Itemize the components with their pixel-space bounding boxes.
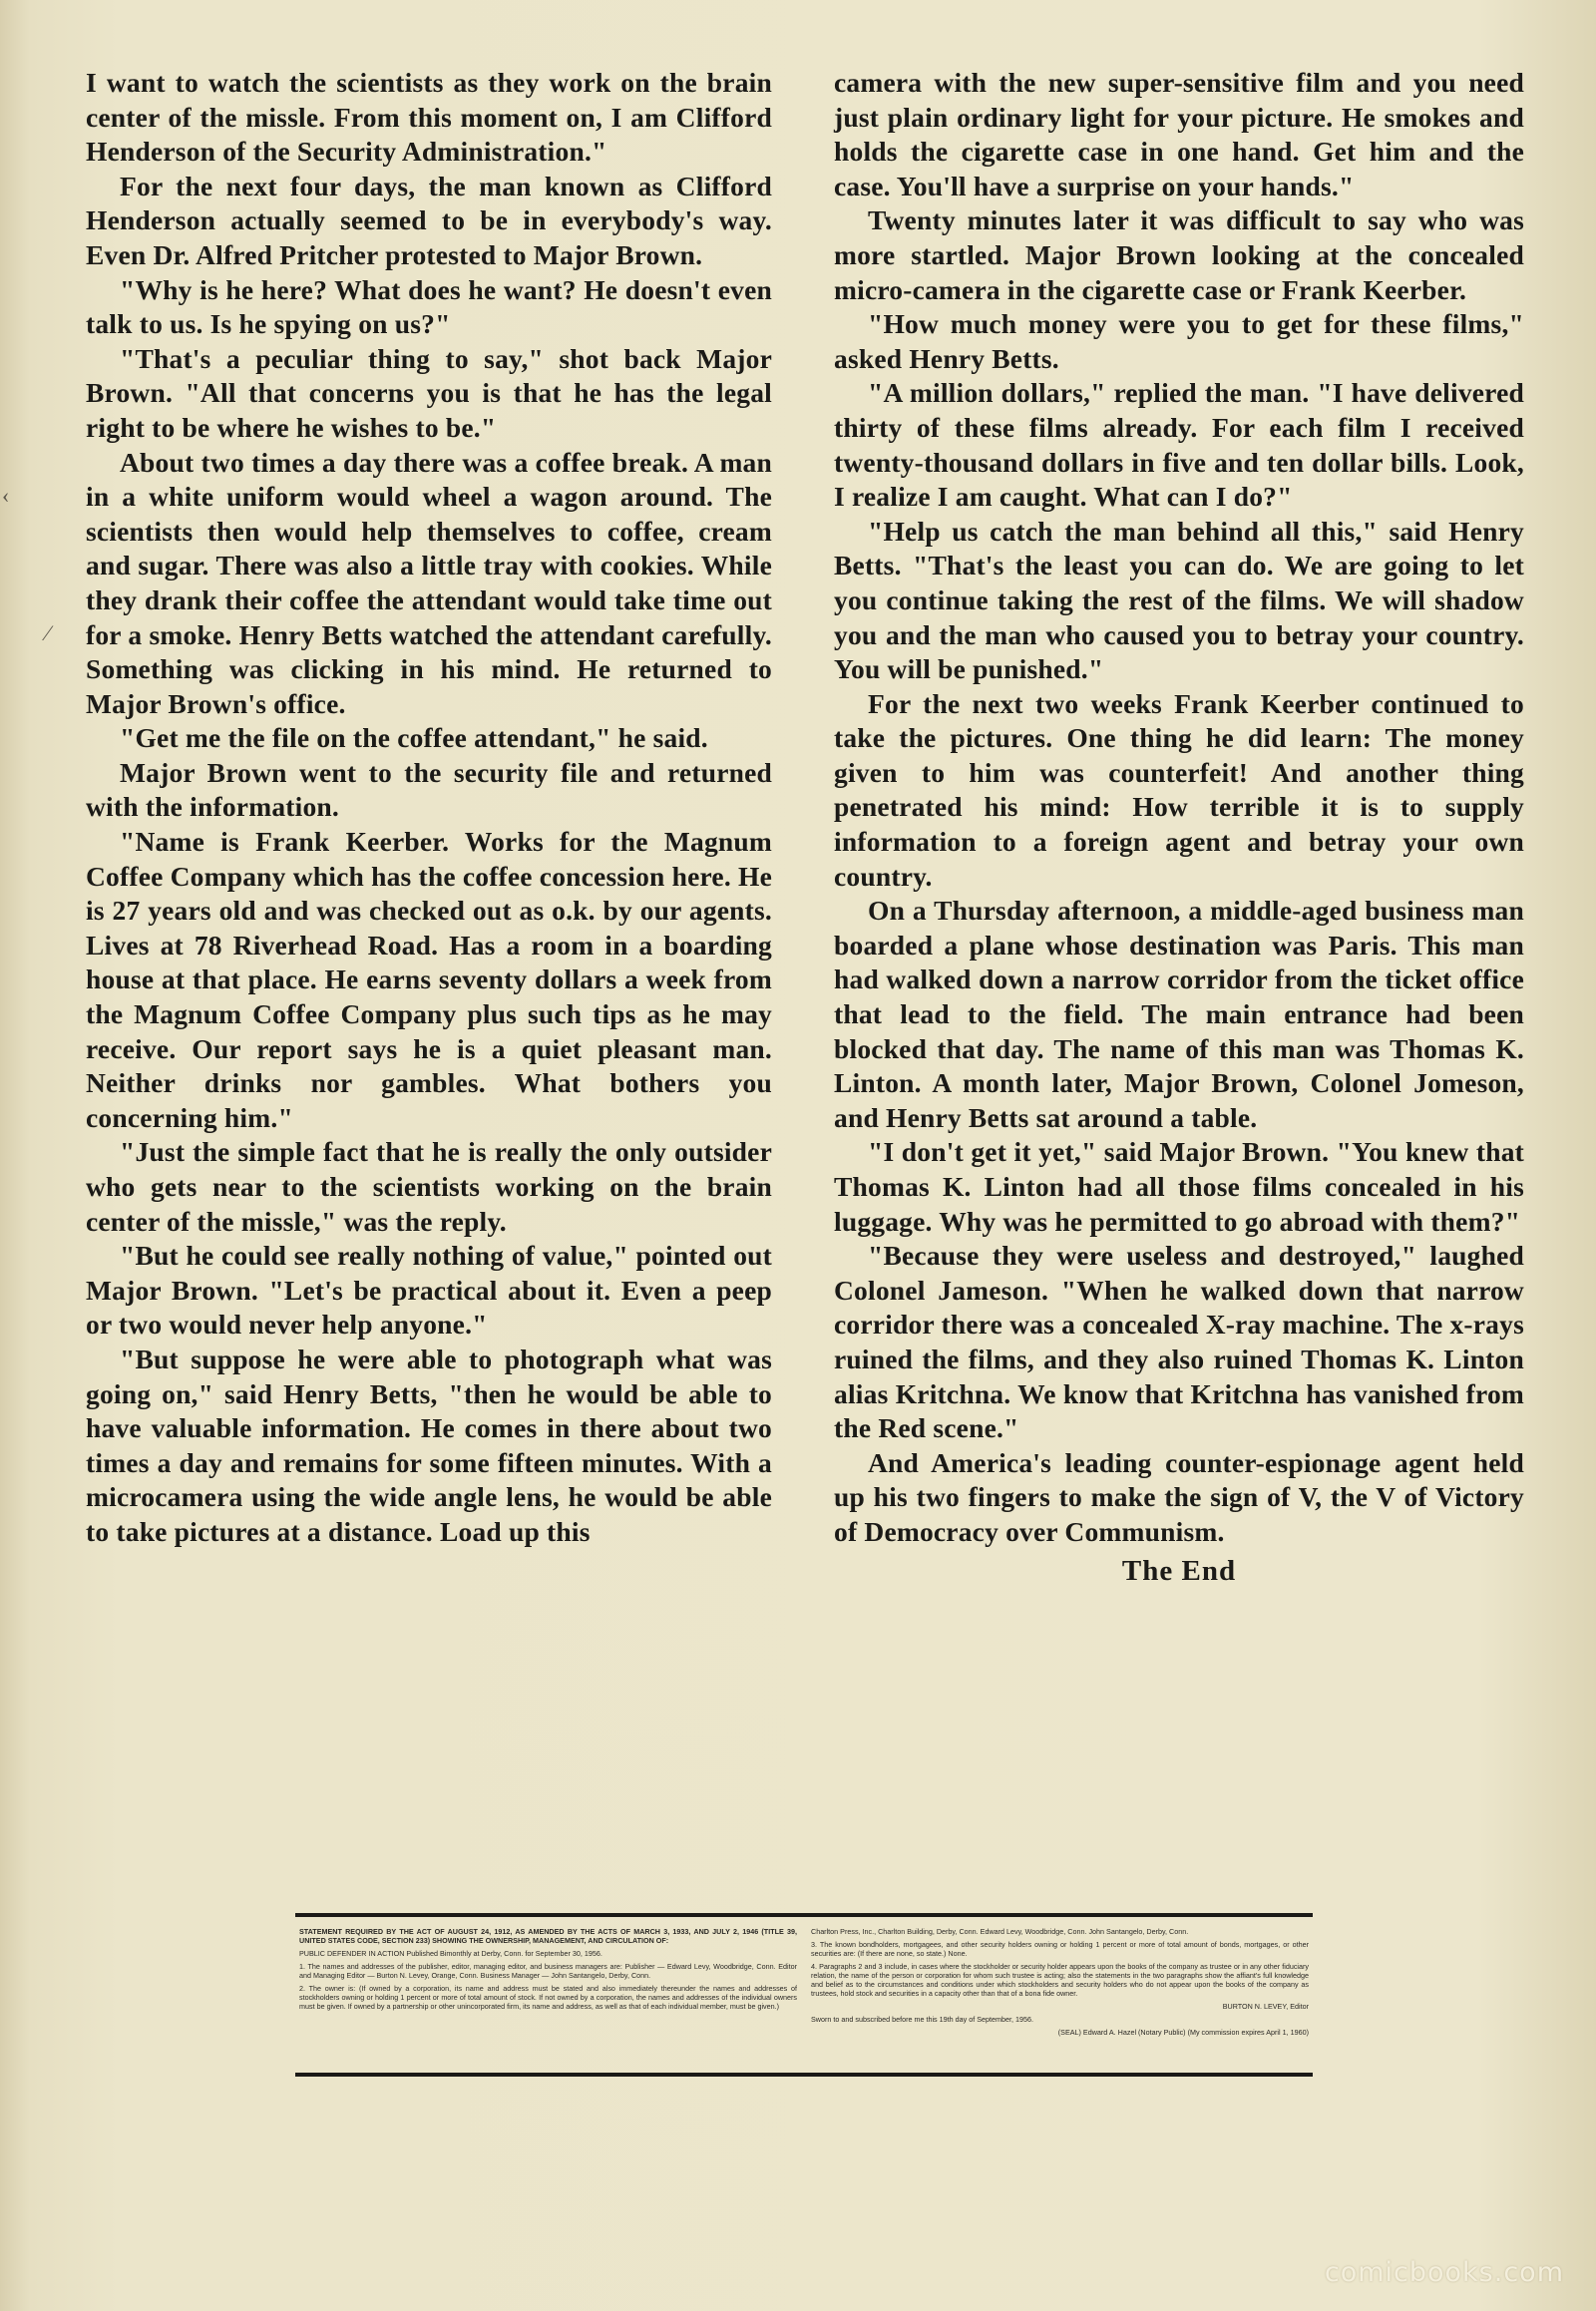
statement-paragraph: BURTON N. LEVEY, Editor (1222, 2002, 1309, 2011)
statement-paragraph: PUBLIC DEFENDER IN ACTION Published Bimonthly at Derby, Conn. for September 30, 1956. (299, 1949, 602, 1958)
statement-paragraph: (SEAL) Edward A. Hazel (Notary Public) (My commission expires April 1, 1960) (1057, 2028, 1309, 2037)
story-paragraph: For the next four days, the man known as Clifford Henderson actually seemed to be in everybody's way. Even Dr. Alfred Pritcher protested to Major Brown. (86, 170, 772, 270)
statement-paragraph: 4. Paragraphs 2 and 3 include, in cases where the stockholder or security holder appears upon the books of the company as trustee or in any other fiduciary relation, the name of the person or corporation for whom such trustee is acting; also the statements in the two paragraphs show the affiant's full knowledge and belief as to the circumstances and conditions under which stockholders and security holders who do not appear upon the books of the company as trustees, hold stock and securities in a capacity other than that of a bona fide owner. (811, 1962, 1309, 1998)
story-paragraph: "Why is he here? What does he want? He doesn't even talk to us. Is he spying on us?" (86, 273, 772, 340)
story-paragraph: For the next two weeks Frank Keerber continued to take the pictures. One thing he did learn: The money given to him was counterfeit! And another thing penetrated his mind: How terrible it is to supply information to a foreign agent and betray your own country. (834, 687, 1524, 892)
story-paragraph: "But he could see really nothing of value," pointed out Major Brown. "Let's be practical about it. Even a peep or two would never help anyone." (86, 1240, 772, 1341)
story-paragraph: camera with the new super-sensitive film and you need just plain ordinary light for your picture. He smokes and holds the cigarette case in one hand. Get him and the case. You'll have a surprise on your hands." (834, 67, 1524, 201)
story-paragraph: "Help us catch the man behind all this," said Henry Betts. "That's the least you can do. We are going to let you continue taking the rest of the films. We will shadow you and the man who caused you to betray your country. You will be punished." (834, 515, 1524, 685)
site-watermark: comicbooks.com (1324, 2257, 1564, 2288)
story-paragraph: Twenty minutes later it was difficult to say who was more startled. Major Brown looking at the concealed micro-camera in the cigarette case or Frank Keerber. (834, 204, 1524, 305)
story-column-left (86, 66, 772, 1550)
story-paragraph: I want to watch the scientists as they work on the brain center of the missle. From this moment on, I am Clifford Henderson of the Security Administration." (86, 67, 772, 168)
story-paragraph: "I don't get it yet," said Major Brown. "You knew that Thomas K. Linton had all those films concealed in his luggage. Why was he permitted to go abroad with them?" (834, 1136, 1524, 1237)
story-paragraph: "Because they were useless and destroyed," laughed Colonel Jameson. "When he walked down that narrow corridor there was a concealed X-ray machine. The x-rays ruined the films, and they also ruined Thomas K. Linton alias Kritchna. We know that Kritchna has vanished from the Red scene." (834, 1240, 1524, 1444)
story-paragraph: "How much money were you to get for these films," asked Henry Betts. (834, 308, 1524, 374)
statement-paragraph: Sworn to and subscribed before me this 19th day of September, 1956. (811, 2015, 1033, 2024)
margin-mark: ‹ (2, 483, 10, 508)
story-paragraph: "Just the simple fact that he is really the only outsider who gets near to the scientists working on the brain center of the missle," was the reply. (86, 1136, 772, 1237)
statement-paragraph: STATEMENT REQUIRED BY THE ACT OF AUGUST 24, 1912, AS AMENDED BY THE ACTS OF MARCH 3, 1933, AND JULY 2, 1946 (TITLE 39, UNITED STATES CODE, SECTION 233) SHOWING THE OWNERSHIP, MANAGEMENT, AND CIRCULATION OF: (299, 1927, 797, 1945)
story-paragraph: On a Thursday afternoon, a middle-aged business man boarded a plane whose destination was Paris. This man had walked down a narrow corridor from the ticket office that lead to the field. The main entrance had been blocked that day. The name of this man was Thomas K. Linton. A month later, Major Brown, Colonel Jomeson, and Henry Betts sat around a table. (834, 895, 1524, 1133)
story-paragraph: "Get me the file on the coffee attendant," he said. (120, 722, 708, 754)
ownership-statement (295, 1913, 1313, 2077)
statement-paragraph: Charlton Press, Inc., Charlton Building, Derby, Conn. Edward Levy, Woodbridge, Conn. John Santangelo, Derby, Conn. (811, 1927, 1189, 1936)
statement-paragraph: 1. The names and addresses of the publisher, editor, managing editor, and business managers are: Publisher — Edward Levy, Woodbridge, Conn. Editor and Managing Editor — Burton N. Levey, Orange, Conn. Business Manager — John Santangelo, Derby, Conn. (299, 1962, 797, 1980)
story-paragraph: "That's a peculiar thing to say," shot back Major Brown. "All that concerns you is that he has the legal right to be where he wishes to be." (86, 342, 772, 443)
margin-mark: ⁄ (46, 620, 50, 645)
story-paragraph: And America's leading counter-espionage agent held up his two fingers to make the sign of V, the V of Victory of Democracy over Communism. (834, 1446, 1524, 1547)
story-paragraph: "Name is Frank Keerber. Works for the Magnum Coffee Company which has the coffee concession here. He is 27 years old and was checked out as o.k. by our agents. Lives at 78 Riverhead Road. Has a room in a boarding house at that place. He earns seventy dollars a week from the Magnum Coffee Company plus such tips as he may receive. Our report says he is a quiet pleasant man. Neither drinks nor gambles. What bothers you concerning him." (86, 826, 772, 1133)
statement-paragraph: 3. The known bondholders, mortgagees, and other security holders owning or holding 1 percent or more of total amount of bonds, mortgages, or other securities are: (If there are none, so state.) None. (811, 1940, 1309, 1958)
story-column-right (834, 66, 1524, 1588)
the-end-label: The End (1121, 1554, 1237, 1587)
statement-column-right (811, 1927, 1309, 2065)
story-paragraph: "A million dollars," replied the man. "I have delivered thirty of these films already. For each film I received twenty-thousand dollars in five and ten dollar bills. Look, I realize I am caught. What can I do?" (834, 377, 1524, 513)
story-paragraph: Major Brown went to the security file and returned with the information. (86, 756, 772, 823)
statement-paragraph: 2. The owner is: (If owned by a corporation, its name and address must be stated and also immediately thereunder the names and addresses of stockholders owning or holding 1 percent or more of total amount of stock. If not owned by a corporation, the names and addresses of the individual owners must be given. If owned by a partnership or other unincorporated firm, its name and address, as well as that of each individual member, must be given.) (299, 1984, 797, 2011)
story-paragraph: "But suppose he were able to photograph what was going on," said Henry Betts, "then he would be able to have valuable information. He comes in there about two times a day and remains for some fifteen minutes. With a microcamera using the wide angle lens, he would be able to take pictures at a distance. Load up this (86, 1343, 772, 1547)
statement-column-left (299, 1927, 797, 2065)
story-paragraph: About two times a day there was a coffee break. A man in a white uniform would wheel a wagon around. The scientists then would help themselves to coffee, cream and sugar. There was also a little tray with cookies. While they drank their coffee the attendant would take time out for a smoke. Henry Betts watched the attendant carefully. Something was clicking in his mind. He returned to Major Brown's office. (86, 446, 772, 719)
